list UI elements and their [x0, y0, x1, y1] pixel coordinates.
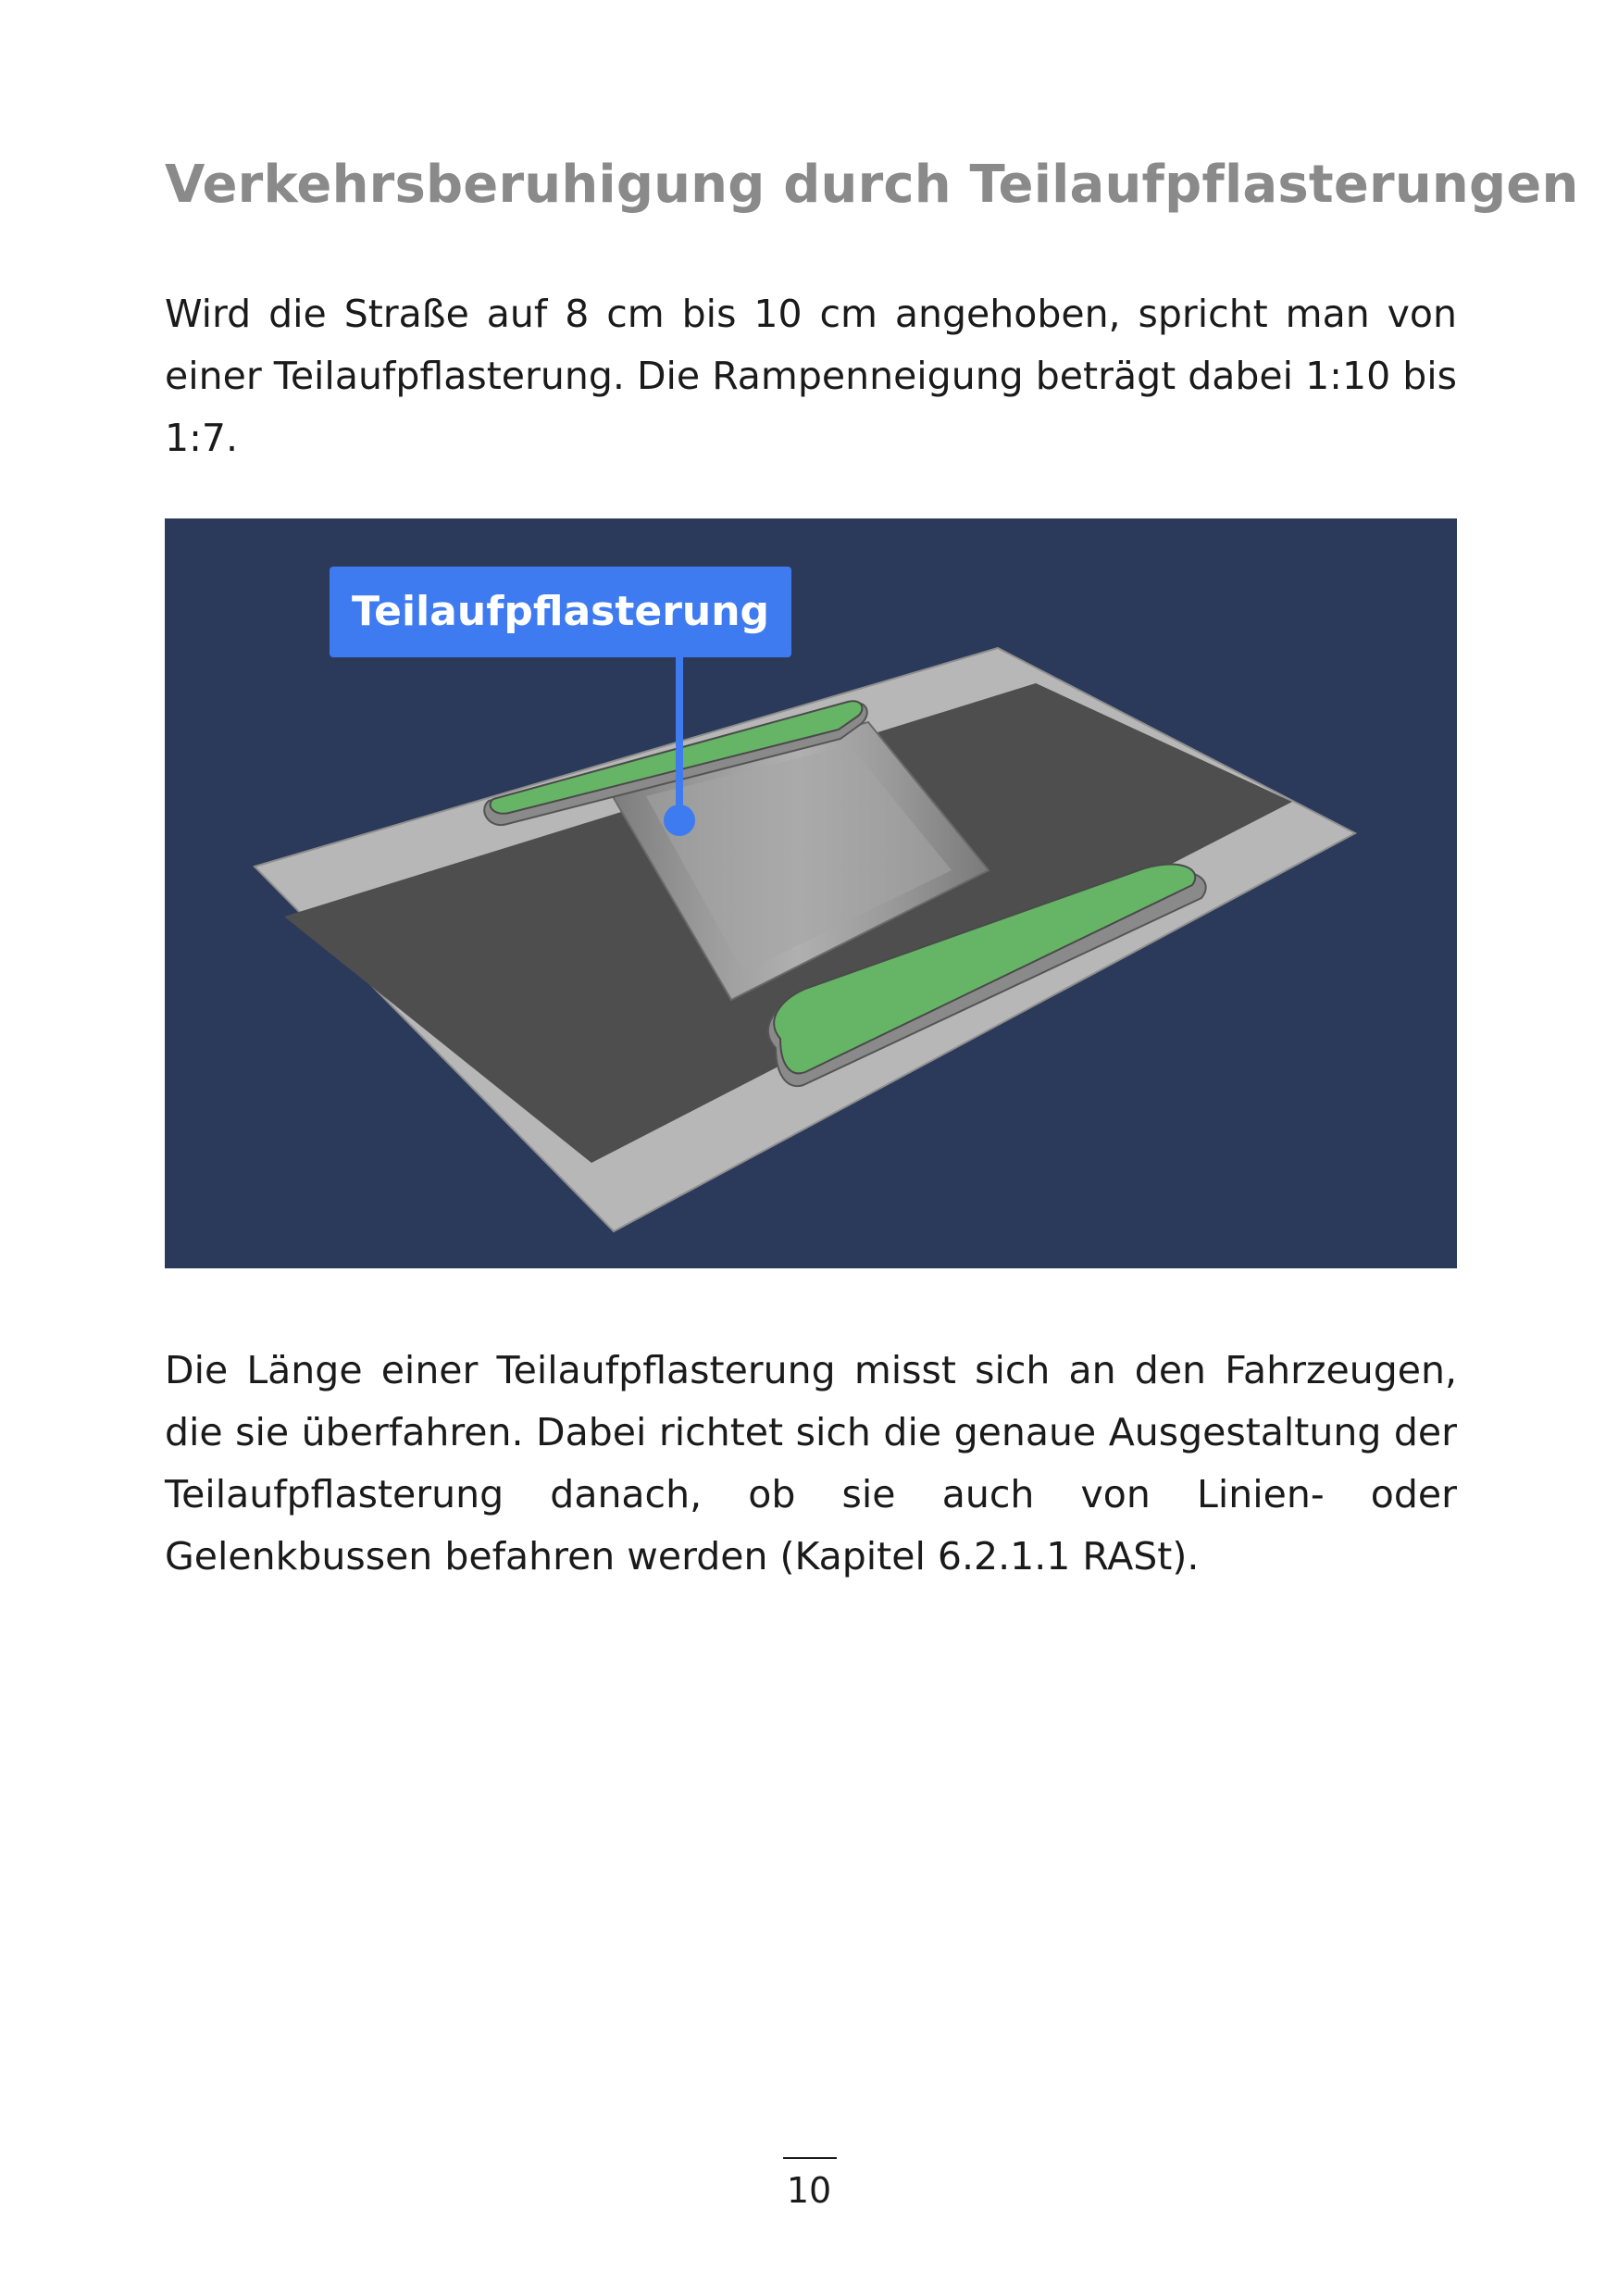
intro-paragraph: Wird die Straße auf 8 cm bis 10 cm angehoben, spricht man von einer Teilaufpflasterung. Die Rampenneigung beträgt dabei 1:10 bis 1:7.: [165, 292, 1457, 460]
page-number-rule: [783, 2157, 837, 2159]
length-paragraph: Die Länge einer Teilaufpflasterung misst sich an den Fahrzeugen, die sie überfahren. Dabei richtet sich die genaue Ausgestaltung der Teilaufpflasterung danach, ob sie auch von Linien- oder Gelenkbussen befahren werden (Kapitel 6.2.1.1 RASt).: [165, 1348, 1457, 1578]
callout-pointer-dot: [664, 805, 695, 836]
callout-label: Teilaufpflasterung: [330, 567, 791, 657]
page-title: Verkehrsberuhigung durch Teilaufpflasterungen: [165, 155, 1579, 215]
teilaufpflasterung-figure: [165, 518, 1457, 1268]
page-number: 10: [786, 2170, 832, 2211]
